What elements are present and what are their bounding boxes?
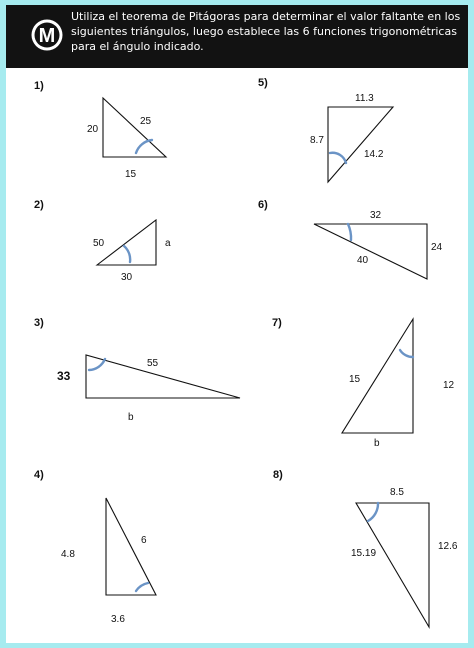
problem-7 [272,317,455,449]
side-label-7b: 12 [443,380,455,391]
angle-mark-5 [330,153,346,163]
problem-4-number: 4) [34,469,44,481]
side-label-2b: a [165,238,171,249]
side-label-3a: 33 [57,369,71,383]
problem-2 [34,199,171,283]
side-label-5a: 11.3 [355,93,374,104]
side-label-4b: 6 [141,535,147,546]
triangle-1 [103,98,166,157]
instructions-text: Utiliza el teorema de Pitágoras para determinar el valor faltante en los siguientes triángulos, luego establece las 6 funciones trigonométricas para el ángulo indicado. [71,10,461,53]
triangle-2 [97,220,156,265]
angle-mark-6 [348,224,351,240]
side-label-6c: 40 [357,255,369,266]
side-label-2c: 30 [121,272,133,283]
side-label-3b: 55 [147,358,159,369]
angle-mark-4 [136,583,148,591]
side-label-2a: 50 [93,238,105,249]
side-label-1a: 20 [87,124,99,135]
side-label-1c: 15 [125,169,137,180]
side-label-8a: 8.5 [390,487,404,498]
side-label-7c: b [374,438,380,449]
triangle-4 [106,498,156,595]
side-label-7a: 15 [349,374,361,385]
problem-8-number: 8) [273,469,283,481]
side-label-3c: b [128,412,134,423]
triangle-3 [86,355,240,398]
problem-1 [34,80,166,180]
side-label-4c: 3.6 [111,614,125,625]
problem-5 [258,77,393,182]
side-label-8c: 12.6 [438,541,458,552]
side-label-5b: 8.7 [310,135,324,146]
triangle-5 [328,107,393,182]
problem-3-number: 3) [34,317,44,329]
problem-6-number: 6) [258,199,268,211]
angle-mark-3 [89,359,105,370]
problem-1-number: 1) [34,80,44,92]
problem-6 [258,199,443,279]
side-label-6a: 32 [370,210,382,221]
side-label-5c: 14.2 [364,149,384,160]
problem-3 [34,317,240,423]
angle-mark-7 [400,350,413,357]
logo-letter: M [38,25,56,47]
side-label-6b: 24 [431,242,443,253]
side-label-8b: 15.19 [351,548,377,559]
triangle-8 [356,503,429,627]
problem-4 [34,469,156,625]
problem-7-number: 7) [272,317,282,329]
problem-5-number: 5) [258,77,268,89]
triangle-6 [314,224,427,279]
problem-2-number: 2) [34,199,44,211]
side-label-1b: 25 [140,116,152,127]
angle-mark-2 [124,246,130,262]
problem-8 [273,469,458,627]
angle-mark-8 [368,503,378,521]
side-label-4a: 4.8 [61,549,75,560]
